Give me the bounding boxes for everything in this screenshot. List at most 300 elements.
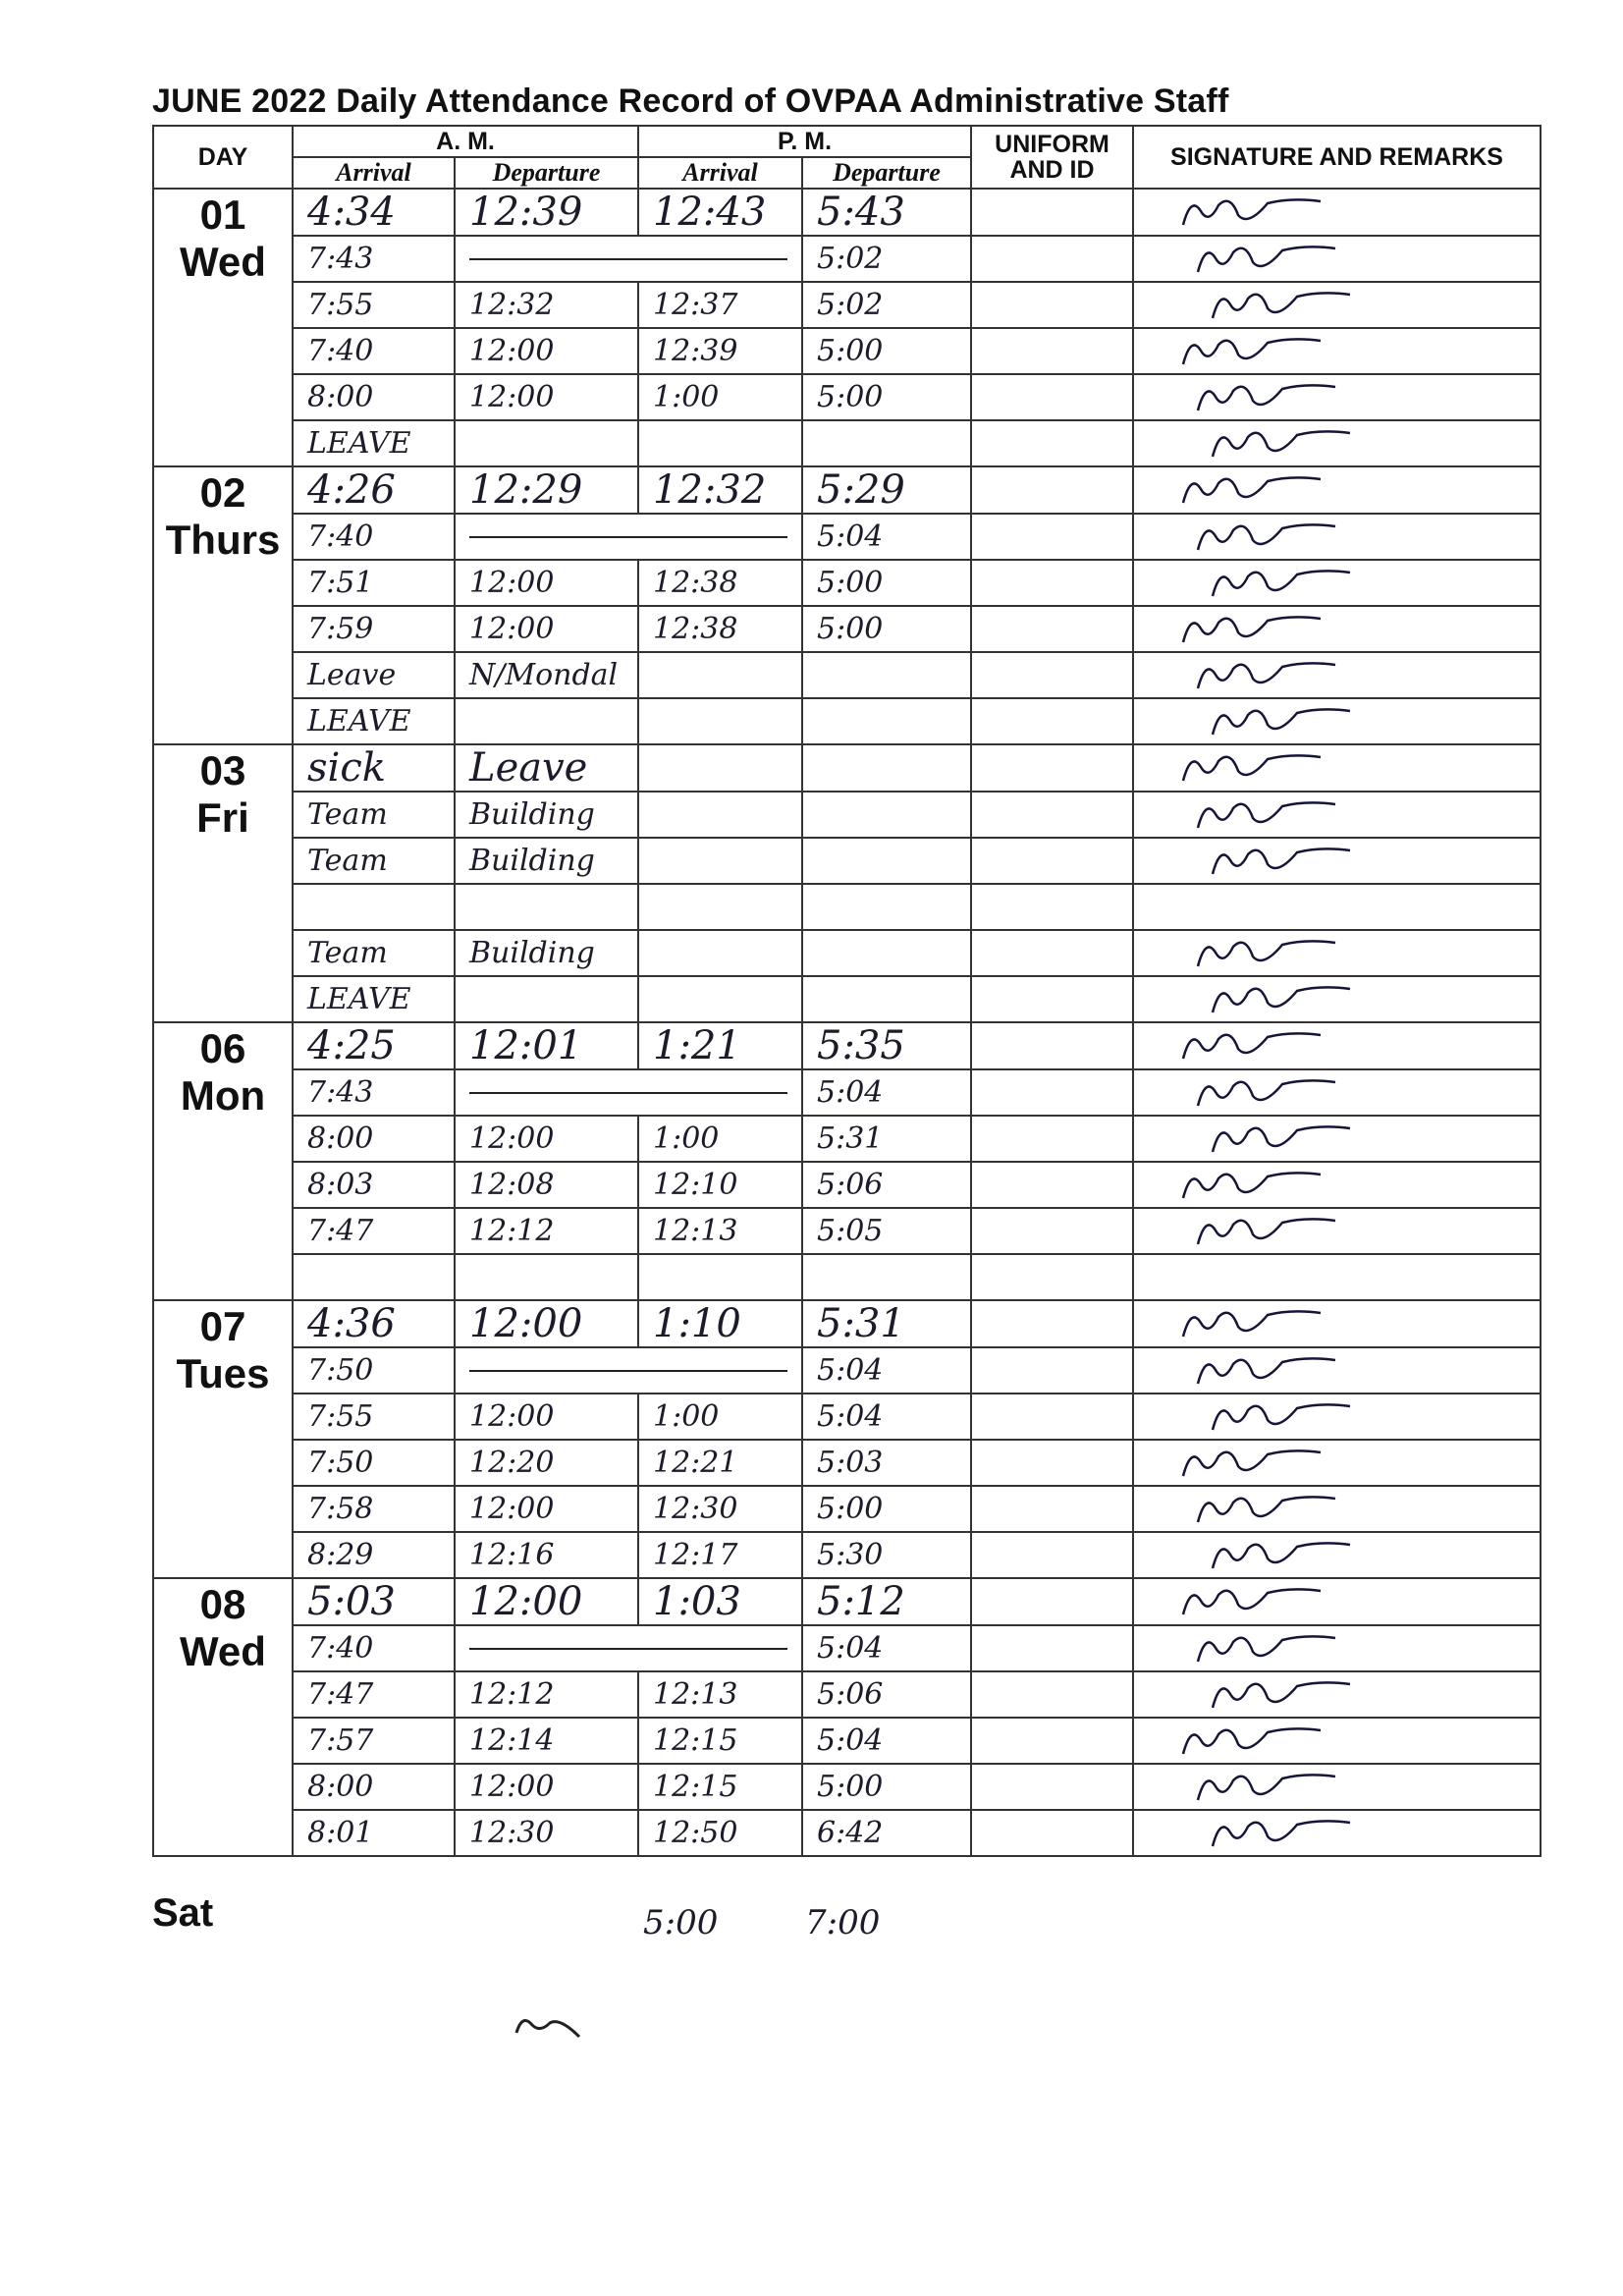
- pm-arrival-cell: 1:00: [638, 1116, 802, 1162]
- uniform-cell: [971, 652, 1133, 698]
- am-arrival-cell: 8:29: [293, 1532, 455, 1578]
- uniform-cell: [971, 1440, 1133, 1486]
- signature-icon: [1188, 1489, 1384, 1530]
- uniform-cell: [971, 1300, 1133, 1347]
- day-name: Thurs: [165, 517, 281, 563]
- pm-departure-cell: 5:29: [802, 466, 971, 514]
- pm-departure-cell: 5:04: [802, 1718, 971, 1764]
- pm-departure-cell: [802, 698, 971, 744]
- day-name: Mon: [180, 1072, 266, 1119]
- am-departure-cell: Building: [455, 930, 638, 976]
- day-name: Wed: [180, 1628, 266, 1674]
- uniform-cell: [971, 1532, 1133, 1578]
- pm-arrival-cell: [638, 930, 802, 976]
- attendance-row: [153, 792, 1541, 838]
- pm-departure-cell: 5:04: [802, 514, 971, 560]
- am-arrival-cell: Team: [293, 792, 455, 838]
- signature-icon: [1203, 1119, 1399, 1160]
- am-departure-cell: 12:20: [455, 1440, 638, 1486]
- am-departure-cell: 12:00: [455, 560, 638, 606]
- signature-cell: [1133, 282, 1541, 328]
- pm-departure-cell: [802, 652, 971, 698]
- uniform-cell: [971, 838, 1133, 884]
- signature-cell: [1133, 1625, 1541, 1671]
- attendance-table: [152, 125, 1542, 1857]
- pm-departure-cell: 5:35: [802, 1022, 971, 1069]
- pm-arrival-cell: 12:13: [638, 1671, 802, 1718]
- signature-scribble-icon: [511, 2003, 609, 2052]
- signature-icon: [1188, 655, 1384, 696]
- attendance-row: [153, 744, 1541, 792]
- am-arrival-cell: 7:47: [293, 1671, 455, 1718]
- attendance-row: [153, 884, 1541, 930]
- uniform-cell: [971, 1254, 1133, 1300]
- attendance-row: [153, 514, 1541, 560]
- header-pm: P. M.: [638, 126, 971, 157]
- pm-arrival-cell: 1:03: [638, 1578, 802, 1625]
- day-number: 06: [199, 1025, 246, 1071]
- signature-cell: [1133, 1208, 1541, 1254]
- am-arrival-cell: 7:59: [293, 606, 455, 652]
- uniform-cell: [971, 698, 1133, 744]
- am-arrival-cell: 7:50: [293, 1347, 455, 1394]
- attendance-row: [153, 560, 1541, 606]
- header-pm-arrival: Arrival: [638, 157, 802, 189]
- pm-arrival-cell: 12:15: [638, 1718, 802, 1764]
- signature-icon: [1203, 1813, 1399, 1854]
- pm-departure-cell: 5:30: [802, 1532, 971, 1578]
- pm-arrival-cell: 12:32: [638, 466, 802, 514]
- am-departure-cell: 12:16: [455, 1532, 638, 1578]
- signature-icon: [1173, 609, 1370, 650]
- attendance-row: [153, 1022, 1541, 1069]
- dash-line: [469, 258, 787, 260]
- pm-departure-cell: [802, 1254, 971, 1300]
- signature-icon: [1188, 1211, 1384, 1252]
- signature-cell: [1133, 698, 1541, 744]
- pm-arrival-cell: 12:50: [638, 1810, 802, 1856]
- attendance-row: [153, 1578, 1541, 1625]
- pm-arrival-cell: [638, 698, 802, 744]
- day-name: Wed: [180, 239, 266, 285]
- pm-arrival-cell: [638, 838, 802, 884]
- signature-cell: [1133, 189, 1541, 236]
- day-number: 07: [199, 1303, 246, 1349]
- uniform-cell: [971, 282, 1133, 328]
- signature-cell: [1133, 1254, 1541, 1300]
- pm-departure-cell: [802, 884, 971, 930]
- signature-cell: [1133, 930, 1541, 976]
- am-arrival-cell: [293, 1254, 455, 1300]
- signature-icon: [1188, 1628, 1384, 1669]
- signature-icon: [1188, 794, 1384, 836]
- header-am-departure: Departure: [455, 157, 638, 189]
- day-number: 01: [199, 191, 246, 238]
- am-departure-cell: 12:00: [455, 328, 638, 374]
- signature-cell: [1133, 884, 1541, 930]
- signature-cell: [1133, 1532, 1541, 1578]
- pm-departure-cell: 6:42: [802, 1810, 971, 1856]
- am-arrival-cell: 7:40: [293, 514, 455, 560]
- pm-arrival-cell: 12:10: [638, 1162, 802, 1208]
- day-cell: [153, 189, 293, 466]
- attendance-row: [153, 1116, 1541, 1162]
- am-arrival-cell: 4:25: [293, 1022, 455, 1069]
- am-departure-cell: 12:00: [455, 1764, 638, 1810]
- am-arrival-cell: 7:51: [293, 560, 455, 606]
- uniform-cell: [971, 1162, 1133, 1208]
- attendance-row: [153, 652, 1541, 698]
- pm-departure-cell: 5:02: [802, 236, 971, 282]
- signature-cell: [1133, 1671, 1541, 1718]
- pm-arrival-cell: 12:37: [638, 282, 802, 328]
- signature-icon: [1203, 1396, 1399, 1438]
- signature-icon: [1173, 1165, 1370, 1206]
- am-arrival-cell: 7:57: [293, 1718, 455, 1764]
- am-arrival-cell: LEAVE: [293, 976, 455, 1022]
- signature-icon: [1203, 701, 1399, 742]
- pm-departure-cell: 5:31: [802, 1116, 971, 1162]
- uniform-cell: [971, 976, 1133, 1022]
- signature-cell: [1133, 606, 1541, 652]
- attendance-row: [153, 838, 1541, 884]
- pm-arrival-cell: [638, 792, 802, 838]
- signature-icon: [1173, 1443, 1370, 1484]
- day-cell: [153, 744, 293, 1022]
- signature-icon: [1203, 423, 1399, 465]
- pm-departure-cell: 5:00: [802, 560, 971, 606]
- dash-line-cell: [455, 514, 802, 560]
- uniform-cell: [971, 930, 1133, 976]
- pm-arrival-cell: 12:43: [638, 189, 802, 236]
- uniform-cell: [971, 466, 1133, 514]
- am-departure-cell: 12:29: [455, 466, 638, 514]
- attendance-row: [153, 1347, 1541, 1394]
- uniform-cell: [971, 1208, 1133, 1254]
- uniform-cell: [971, 884, 1133, 930]
- day-number: 02: [199, 469, 246, 516]
- am-arrival-cell: 8:03: [293, 1162, 455, 1208]
- uniform-cell: [971, 1625, 1133, 1671]
- attendance-row: [153, 420, 1541, 466]
- attendance-row: [153, 1440, 1541, 1486]
- uniform-cell: [971, 1810, 1133, 1856]
- attendance-row: [153, 1718, 1541, 1764]
- am-arrival-cell: 4:26: [293, 466, 455, 514]
- uniform-cell: [971, 1069, 1133, 1116]
- signature-icon: [1203, 285, 1399, 326]
- attendance-row: [153, 1625, 1541, 1671]
- uniform-cell: [971, 374, 1133, 420]
- header-am-arrival: Arrival: [293, 157, 455, 189]
- uniform-cell: [971, 606, 1133, 652]
- signature-icon: [1188, 517, 1384, 558]
- signature-icon: [1188, 1072, 1384, 1114]
- am-arrival-cell: LEAVE: [293, 420, 455, 466]
- signature-cell: [1133, 374, 1541, 420]
- day-name: Tues: [176, 1350, 270, 1396]
- pm-departure-cell: [802, 838, 971, 884]
- day-name: Fri: [196, 794, 249, 841]
- pm-departure-cell: 5:31: [802, 1300, 971, 1347]
- saturday-pm-departure: 7:00: [805, 1903, 881, 1942]
- saturday-pm-arrival: 5:00: [643, 1903, 719, 1942]
- am-departure-cell: 12:12: [455, 1671, 638, 1718]
- pm-departure-cell: 5:04: [802, 1347, 971, 1394]
- am-departure-cell: [455, 420, 638, 466]
- pm-departure-cell: [802, 420, 971, 466]
- am-arrival-cell: 8:00: [293, 374, 455, 420]
- signature-cell: [1133, 838, 1541, 884]
- day-cell: [153, 1022, 293, 1300]
- dash-line: [469, 536, 787, 538]
- signature-icon: [1173, 1721, 1370, 1762]
- pm-departure-cell: 5:00: [802, 1764, 971, 1810]
- attendance-row: [153, 606, 1541, 652]
- uniform-cell: [971, 236, 1133, 282]
- pm-departure-cell: 5:06: [802, 1671, 971, 1718]
- pm-arrival-cell: [638, 884, 802, 930]
- pm-departure-cell: 5:05: [802, 1208, 971, 1254]
- signature-cell: [1133, 976, 1541, 1022]
- uniform-cell: [971, 514, 1133, 560]
- signature-cell: [1133, 1764, 1541, 1810]
- uniform-cell: [971, 560, 1133, 606]
- header-am: A. M.: [293, 126, 638, 157]
- am-departure-cell: 12:01: [455, 1022, 638, 1069]
- attendance-row: [153, 236, 1541, 282]
- pm-arrival-cell: 1:00: [638, 1394, 802, 1440]
- am-departure-cell: [455, 698, 638, 744]
- attendance-row: [153, 1300, 1541, 1347]
- attendance-row: [153, 1394, 1541, 1440]
- header-day: DAY: [153, 126, 293, 189]
- saturday-label: Sat: [152, 1891, 214, 1935]
- signature-cell: [1133, 792, 1541, 838]
- signature-cell: [1133, 514, 1541, 560]
- uniform-cell: [971, 1486, 1133, 1532]
- pm-arrival-cell: 12:39: [638, 328, 802, 374]
- signature-icon: [1188, 377, 1384, 418]
- am-arrival-cell: sick: [293, 744, 455, 792]
- dash-line-cell: [455, 1347, 802, 1394]
- pm-arrival-cell: [638, 652, 802, 698]
- signature-icon: [1188, 1350, 1384, 1392]
- am-departure-cell: Building: [455, 792, 638, 838]
- attendance-row: [153, 1254, 1541, 1300]
- am-arrival-cell: 7:47: [293, 1208, 455, 1254]
- am-departure-cell: 12:00: [455, 1486, 638, 1532]
- uniform-cell: [971, 420, 1133, 466]
- am-arrival-cell: 7:55: [293, 282, 455, 328]
- pm-departure-cell: 5:06: [802, 1162, 971, 1208]
- am-departure-cell: [455, 884, 638, 930]
- am-departure-cell: 12:00: [455, 1394, 638, 1440]
- pm-departure-cell: 5:04: [802, 1394, 971, 1440]
- am-departure-cell: Building: [455, 838, 638, 884]
- am-departure-cell: 12:00: [455, 1578, 638, 1625]
- uniform-cell: [971, 1022, 1133, 1069]
- attendance-row: [153, 466, 1541, 514]
- signature-icon: [1188, 239, 1384, 280]
- signature-icon: [1203, 1535, 1399, 1576]
- uniform-cell: [971, 1394, 1133, 1440]
- dash-line: [469, 1092, 787, 1094]
- attendance-row: [153, 1532, 1541, 1578]
- attendance-row: [153, 1486, 1541, 1532]
- signature-cell: [1133, 652, 1541, 698]
- signature-cell: [1133, 1718, 1541, 1764]
- am-departure-cell: 12:00: [455, 606, 638, 652]
- am-departure-cell: 12:39: [455, 189, 638, 236]
- am-arrival-cell: Leave: [293, 652, 455, 698]
- signature-cell: [1133, 1486, 1541, 1532]
- signature-cell: [1133, 560, 1541, 606]
- uniform-cell: [971, 792, 1133, 838]
- am-arrival-cell: LEAVE: [293, 698, 455, 744]
- attendance-row: [153, 1810, 1541, 1856]
- dash-line-cell: [455, 1069, 802, 1116]
- attendance-row: [153, 1764, 1541, 1810]
- signature-icon: [1173, 1581, 1370, 1622]
- signature-cell: [1133, 1394, 1541, 1440]
- dash-line: [469, 1648, 787, 1650]
- page-title: JUNE 2022 Daily Attendance Record of OVPAA Administrative Staff: [152, 82, 1229, 120]
- signature-cell: [1133, 236, 1541, 282]
- dash-line-cell: [455, 1625, 802, 1671]
- signature-icon: [1203, 979, 1399, 1020]
- attendance-row: [153, 976, 1541, 1022]
- signature-icon: [1173, 469, 1370, 511]
- signature-cell: [1133, 1578, 1541, 1625]
- am-arrival-cell: 8:00: [293, 1764, 455, 1810]
- signature-cell: [1133, 1069, 1541, 1116]
- signature-cell: [1133, 420, 1541, 466]
- attendance-row: [153, 189, 1541, 236]
- pm-departure-cell: 5:02: [802, 282, 971, 328]
- header-uniform: UNIFORM AND ID: [971, 126, 1133, 189]
- signature-icon: [1203, 841, 1399, 882]
- attendance-row: [153, 1671, 1541, 1718]
- signature-icon: [1173, 747, 1370, 789]
- pm-departure-cell: 5:00: [802, 1486, 971, 1532]
- pm-arrival-cell: [638, 420, 802, 466]
- am-departure-cell: N/Mondal: [455, 652, 638, 698]
- day-cell: [153, 1578, 293, 1856]
- attendance-row: [153, 328, 1541, 374]
- dash-line: [469, 1370, 787, 1372]
- am-arrival-cell: 8:01: [293, 1810, 455, 1856]
- pm-departure-cell: [802, 930, 971, 976]
- am-arrival-cell: 4:36: [293, 1300, 455, 1347]
- pm-departure-cell: 5:04: [802, 1625, 971, 1671]
- signature-cell: [1133, 1022, 1541, 1069]
- signature-cell: [1133, 1300, 1541, 1347]
- day-number: 03: [199, 747, 246, 793]
- am-arrival-cell: [293, 884, 455, 930]
- am-arrival-cell: Team: [293, 930, 455, 976]
- am-departure-cell: [455, 976, 638, 1022]
- pm-arrival-cell: 1:21: [638, 1022, 802, 1069]
- uniform-cell: [971, 1116, 1133, 1162]
- pm-departure-cell: 5:04: [802, 1069, 971, 1116]
- am-arrival-cell: 8:00: [293, 1116, 455, 1162]
- uniform-cell: [971, 744, 1133, 792]
- pm-arrival-cell: 12:21: [638, 1440, 802, 1486]
- uniform-cell: [971, 189, 1133, 236]
- pm-departure-cell: [802, 792, 971, 838]
- am-departure-cell: 12:00: [455, 1116, 638, 1162]
- pm-arrival-cell: 12:17: [638, 1532, 802, 1578]
- pm-arrival-cell: 12:13: [638, 1208, 802, 1254]
- signature-icon: [1173, 331, 1370, 372]
- attendance-row: [153, 282, 1541, 328]
- am-departure-cell: 12:32: [455, 282, 638, 328]
- signature-cell: [1133, 1440, 1541, 1486]
- pm-departure-cell: 5:12: [802, 1578, 971, 1625]
- am-departure-cell: Leave: [455, 744, 638, 792]
- pm-arrival-cell: [638, 744, 802, 792]
- pm-departure-cell: 5:00: [802, 328, 971, 374]
- signature-cell: [1133, 1116, 1541, 1162]
- am-arrival-cell: 5:03: [293, 1578, 455, 1625]
- am-arrival-cell: 7:50: [293, 1440, 455, 1486]
- dash-line-cell: [455, 236, 802, 282]
- am-departure-cell: 12:14: [455, 1718, 638, 1764]
- signature-icon: [1203, 563, 1399, 604]
- am-arrival-cell: 7:43: [293, 1069, 455, 1116]
- am-arrival-cell: 7:40: [293, 1625, 455, 1671]
- attendance-row: [153, 1162, 1541, 1208]
- pm-arrival-cell: 12:30: [638, 1486, 802, 1532]
- uniform-cell: [971, 1578, 1133, 1625]
- header-pm-departure: Departure: [802, 157, 971, 189]
- pm-arrival-cell: 1:10: [638, 1300, 802, 1347]
- signature-cell: [1133, 1162, 1541, 1208]
- pm-arrival-cell: 12:38: [638, 560, 802, 606]
- uniform-cell: [971, 1347, 1133, 1394]
- signature-icon: [1173, 1303, 1370, 1344]
- pm-arrival-cell: 12:38: [638, 606, 802, 652]
- day-cell: [153, 466, 293, 744]
- day-number: 08: [199, 1581, 246, 1627]
- am-arrival-cell: Team: [293, 838, 455, 884]
- attendance-row: [153, 374, 1541, 420]
- am-departure-cell: 12:00: [455, 1300, 638, 1347]
- am-arrival-cell: 7:58: [293, 1486, 455, 1532]
- signature-icon: [1188, 1767, 1384, 1808]
- pm-departure-cell: [802, 976, 971, 1022]
- am-departure-cell: 12:30: [455, 1810, 638, 1856]
- uniform-cell: [971, 1671, 1133, 1718]
- am-departure-cell: 12:08: [455, 1162, 638, 1208]
- signature-cell: [1133, 1347, 1541, 1394]
- attendance-row: [153, 1069, 1541, 1116]
- am-departure-cell: [455, 1254, 638, 1300]
- pm-departure-cell: [802, 744, 971, 792]
- am-arrival-cell: 7:43: [293, 236, 455, 282]
- signature-cell: [1133, 328, 1541, 374]
- pm-arrival-cell: 12:15: [638, 1764, 802, 1810]
- signature-icon: [1173, 191, 1370, 233]
- signature-cell: [1133, 1810, 1541, 1856]
- pm-departure-cell: 5:00: [802, 374, 971, 420]
- attendance-row: [153, 698, 1541, 744]
- pm-arrival-cell: [638, 1254, 802, 1300]
- uniform-cell: [971, 328, 1133, 374]
- uniform-cell: [971, 1718, 1133, 1764]
- am-arrival-cell: 7:40: [293, 328, 455, 374]
